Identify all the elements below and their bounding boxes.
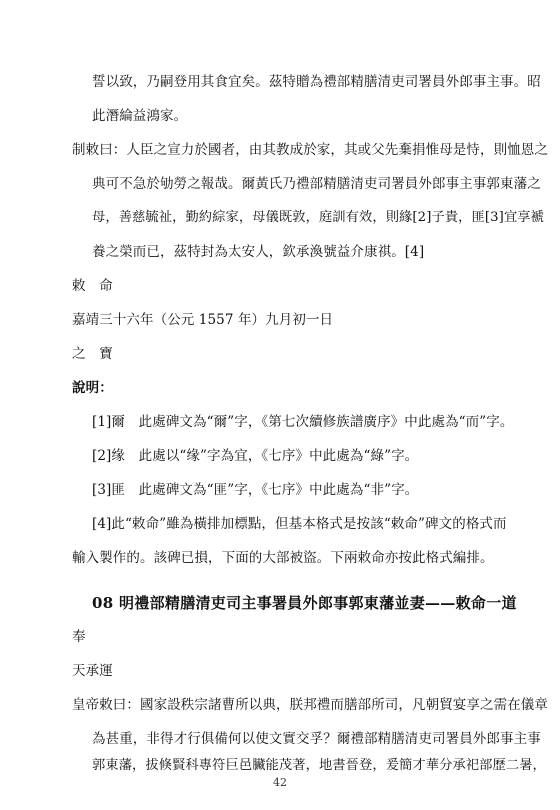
- text-line: 之 寶: [72, 346, 113, 362]
- text-line: 為甚重，非得才行俱備何以使文實交孚？爾禮部精膳清吏司署員外郎事主事: [92, 731, 541, 747]
- text-line: 敕 命: [72, 278, 113, 294]
- text-line: 皇帝敕曰：國家設秩宗諸曹所以典，朕邦禮而膳部所司，凡朝貿宴享之需在儀章: [72, 697, 548, 713]
- page-number: 42: [273, 776, 287, 789]
- text-line: 天承運: [72, 663, 113, 679]
- text-line: 典可不急於劬勞之報哉。爾黃氏乃禮部精膳清吏司署員外郎事主事郭東藩之: [92, 176, 541, 192]
- text-line: 制敕曰：人臣之宣力於國者，由其教成於家，其或父先棄捐惟母是恃，則恤恩之: [72, 142, 548, 158]
- notes-heading: 說明：: [72, 380, 113, 396]
- text-line: 母，善慈毓祉，勤約綜家，母儀既敦，庭訓有效，則緣[2]子貴，匪[3]宜享褫: [92, 210, 544, 225]
- text-line: 誓以致，乃嗣登用其食宜矣。茲特贈為禮部精膳清吏司署員外郎事主事。昭: [92, 74, 541, 90]
- text-line: 養之榮而已，茲特封為太安人，欽承渙號益介康祺。[4]: [92, 244, 425, 260]
- text-line: 此潛綸益鴻家。: [92, 108, 188, 124]
- note-item: [3]匪 此處碑文為“匪”字，《七序》中此處為“非”字。: [92, 482, 419, 498]
- section-heading: 08 明禮部精膳清吏司主事署員外郎事郭東藩並妻——敕命一道: [92, 594, 517, 612]
- note-item: [2]缘 此處以“缘”字為宜，《七序》中此處為“綠”字。: [92, 448, 419, 464]
- note-item: [1]爾 此處碑文為“爾”字，《第七次續修族譜廣序》中此處為“而”字。: [92, 414, 514, 430]
- text-line: 奉: [72, 629, 86, 645]
- note-item-continuation: 輸入製作的。該碑已損，下面的大部被盜。下兩敕命亦按此格式編排。: [72, 550, 494, 566]
- text-line: 郭東藩，拔倏賢科專符巨邑臟能茂著，地書晉登，爰簡才華分承祀部歷二暑，: [92, 758, 546, 773]
- date-line: 嘉靖三十六年（公元 1557 年）九月初一日: [72, 312, 334, 328]
- note-item: [4]此“敕命”雖為橫排加標點，但基本格式是按該“敕命”碑文的格式而: [92, 516, 507, 532]
